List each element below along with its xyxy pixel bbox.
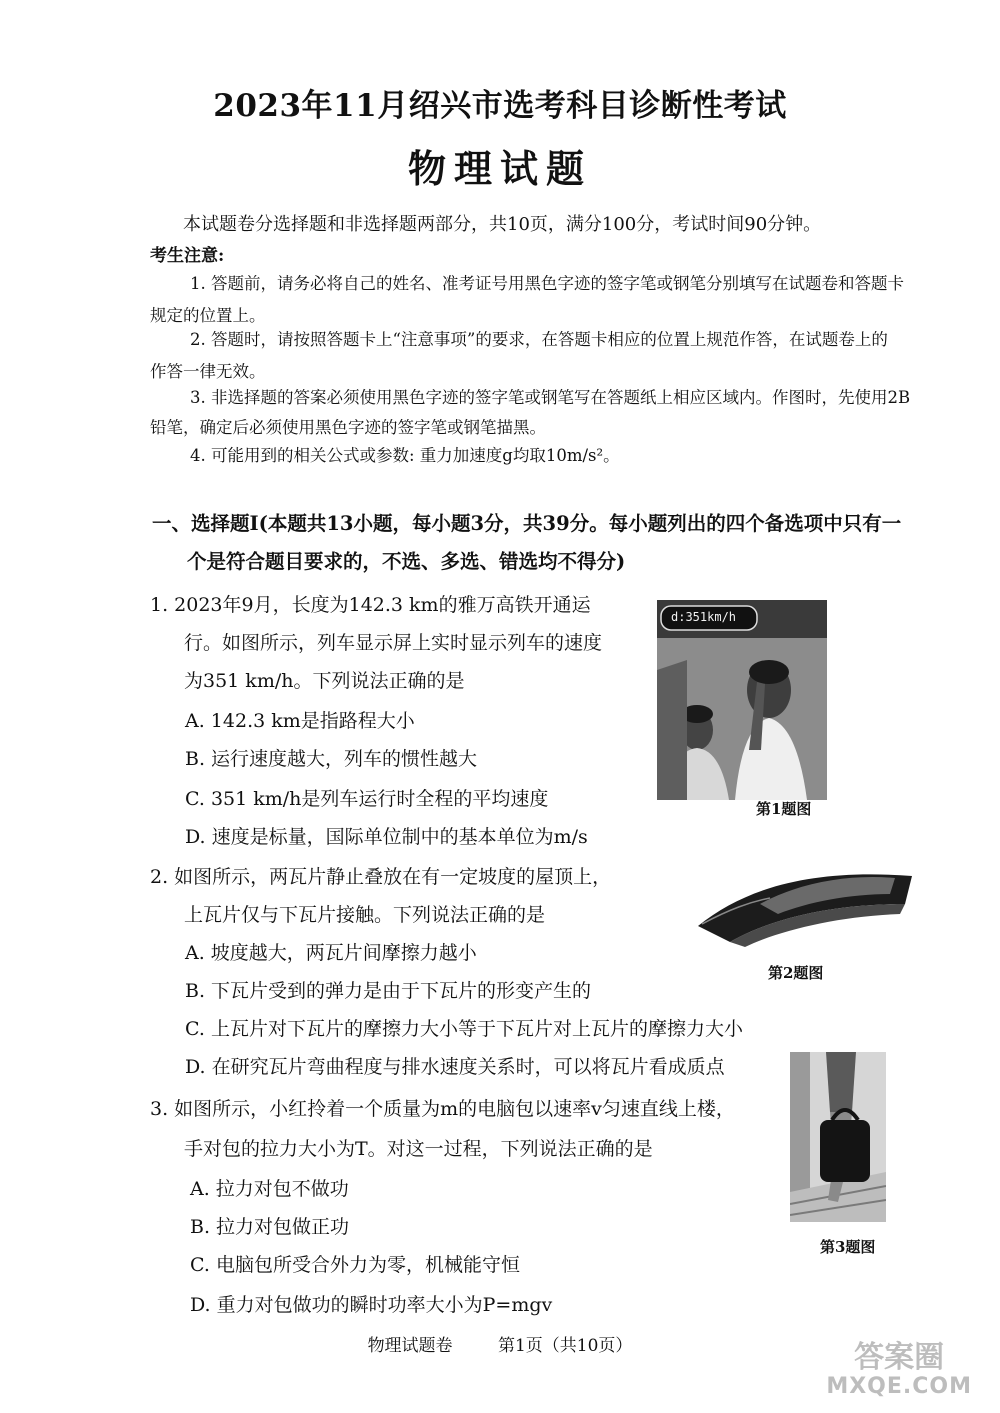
question-2-line-2: 上瓦片仅与下瓦片接触。下列说法正确的是 <box>184 904 546 926</box>
question-3-figure-photo <box>790 1052 886 1222</box>
question-2-figure-tiles <box>690 864 915 949</box>
notice-item-3-line-1: 3. 非选择题的答案必须使用黑色字迹的签字笔或钢笔写在答题纸上相应区域内。作图时，先使用2B <box>190 388 911 407</box>
footer-page-number: 第1页（共10页） <box>497 1336 633 1356</box>
subject-title: 物理试题 <box>407 146 592 191</box>
question-1-line-2: 行。如图所示，列车显示屏上实时显示列车的速度 <box>184 632 603 654</box>
question-1-option-a: A. 142.3 km是指路程大小 <box>185 710 415 732</box>
section-heading-line-2: 个是符合题目要求的，不选、多选、错选均不得分) <box>187 550 626 573</box>
question-3-option-a: A. 拉力对包不做功 <box>190 1178 349 1200</box>
notice-heading: 考生注意: <box>150 246 225 266</box>
section-heading-line-1: 一、选择题Ⅰ(本题共13小题，每小题3分，共39分。每小题列出的四个备选项中只有一 <box>152 512 902 535</box>
exam-intro: 本试题卷分选择题和非选择题两部分，共10页，满分100分，考试时间90分钟。 <box>183 214 822 235</box>
question-3-option-c: C. 电脑包所受合外力为零，机械能守恒 <box>190 1254 520 1276</box>
watermark-logo <box>826 1342 972 1399</box>
question-2-line-1: 2. 如图所示，两瓦片静止叠放在有一定坡度的屋顶上， <box>150 866 612 888</box>
question-2-option-a: A. 坡度越大，两瓦片间摩擦力越小 <box>185 942 477 964</box>
question-1-line-3: 为351 km/h。下列说法正确的是 <box>184 670 465 692</box>
exam-title: 2023年11月绍兴市选考科目诊断性考试 <box>213 88 787 124</box>
notice-item-4: 4. 可能用到的相关公式或参数: 重力加速度g均取10m/s²。 <box>190 446 620 465</box>
question-1-option-c: C. 351 km/h是列车运行时全程的平均速度 <box>185 788 549 810</box>
question-2-option-c: C. 上瓦片对下瓦片的摩擦力大小等于下瓦片对上瓦片的摩擦力大小 <box>185 1018 743 1040</box>
question-1-option-b: B. 运行速度越大，列车的惯性越大 <box>185 748 478 770</box>
question-1-option-d: D. 速度是标量，国际单位制中的基本单位为m/s <box>185 826 588 848</box>
notice-item-1-line-2: 规定的位置上。 <box>150 306 266 325</box>
question-1-figure-photo <box>657 600 827 800</box>
notice-item-2-line-1: 2. 答题时，请按照答题卡上“注意事项”的要求，在答题卡相应的位置上规范作答，在试题卷上的 <box>190 330 888 349</box>
question-3-line-2: 手对包的拉力大小为T。对这一过程，下列说法正确的是 <box>184 1138 653 1160</box>
notice-item-1-line-1: 1. 答题前，请务必将自己的姓名、准考证号用黑色字迹的签字笔或钢笔分别填写在试题卷和答题卡 <box>190 274 904 293</box>
speed-display-text: d:351km/h <box>671 610 737 624</box>
question-1-line-1: 1. 2023年9月，长度为142.3 km的雅万高铁开通运 <box>150 594 591 616</box>
question-2-figure-caption: 第2题图 <box>768 964 824 982</box>
question-2-option-b: B. 下瓦片受到的弹力是由于下瓦片的形变产生的 <box>185 980 592 1002</box>
watermark-logo-text: 答案圈 <box>854 1340 945 1375</box>
footer-paper-name: 物理试题卷 <box>367 1336 453 1356</box>
question-3-option-b: B. 拉力对包做正功 <box>190 1216 350 1238</box>
question-3-line-1: 3. 如图所示，小红拎着一个质量为m的电脑包以速率v匀速直线上楼， <box>150 1098 735 1120</box>
watermark-url: MXQE.COM <box>826 1374 972 1399</box>
question-3-figure-caption: 第3题图 <box>820 1238 876 1256</box>
question-3-option-d: D. 重力对包做功的瞬时功率大小为P=mgv <box>190 1294 553 1316</box>
notice-item-3-line-2: 铅笔，确定后必须使用黑色字迹的签字笔或钢笔描黑。 <box>150 418 546 437</box>
notice-item-2-line-2: 作答一律无效。 <box>150 362 266 381</box>
question-1-figure-caption: 第1题图 <box>756 800 812 818</box>
question-2-option-d: D. 在研究瓦片弯曲程度与排水速度关系时，可以将瓦片看成质点 <box>185 1056 725 1078</box>
